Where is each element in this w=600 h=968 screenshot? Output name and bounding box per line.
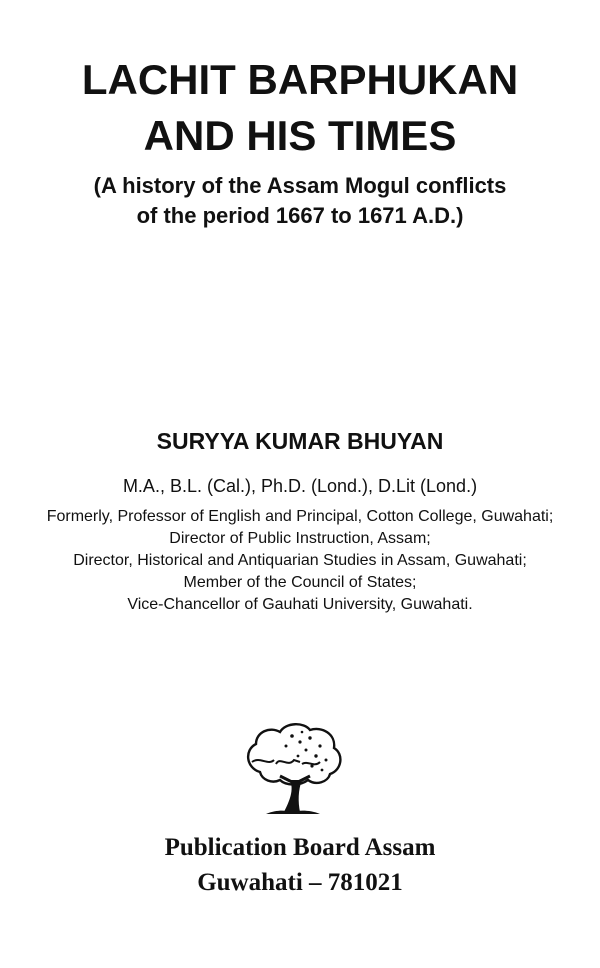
author-name: SURYYA KUMAR BHUYAN [156,428,444,454]
book-title-line-2: AND HIS TIMES [143,112,457,159]
position-item: Member of the Council of States; [183,574,417,591]
author-positions [0,506,600,616]
subtitle-line-1: (A history of the Assam Mogul conflicts [93,173,507,198]
position-item: Formerly, Professor of English and Principal, Cotton College, Guwahati; [46,508,554,525]
publisher-location: Guwahati – 781021 [197,869,403,896]
position-item: Director, Historical and Antiquarian Studies in Assam, Guwahati; [73,552,527,569]
position-item: Vice-Chancellor of Gauhati University, Guwahati. [127,596,473,613]
book-title-line-1: LACHIT BARPHUKAN [81,56,519,103]
subtitle-line-2: of the period 1667 to 1671 A.D.) [136,203,464,228]
publisher-name: Publication Board Assam [164,834,436,861]
tree-logo-icon [240,720,350,820]
position-item: Director of Public Instruction, Assam; [169,530,431,547]
author-degrees: M.A., B.L. (Cal.), Ph.D. (Lond.), D.Lit (Lond.) [122,476,478,496]
